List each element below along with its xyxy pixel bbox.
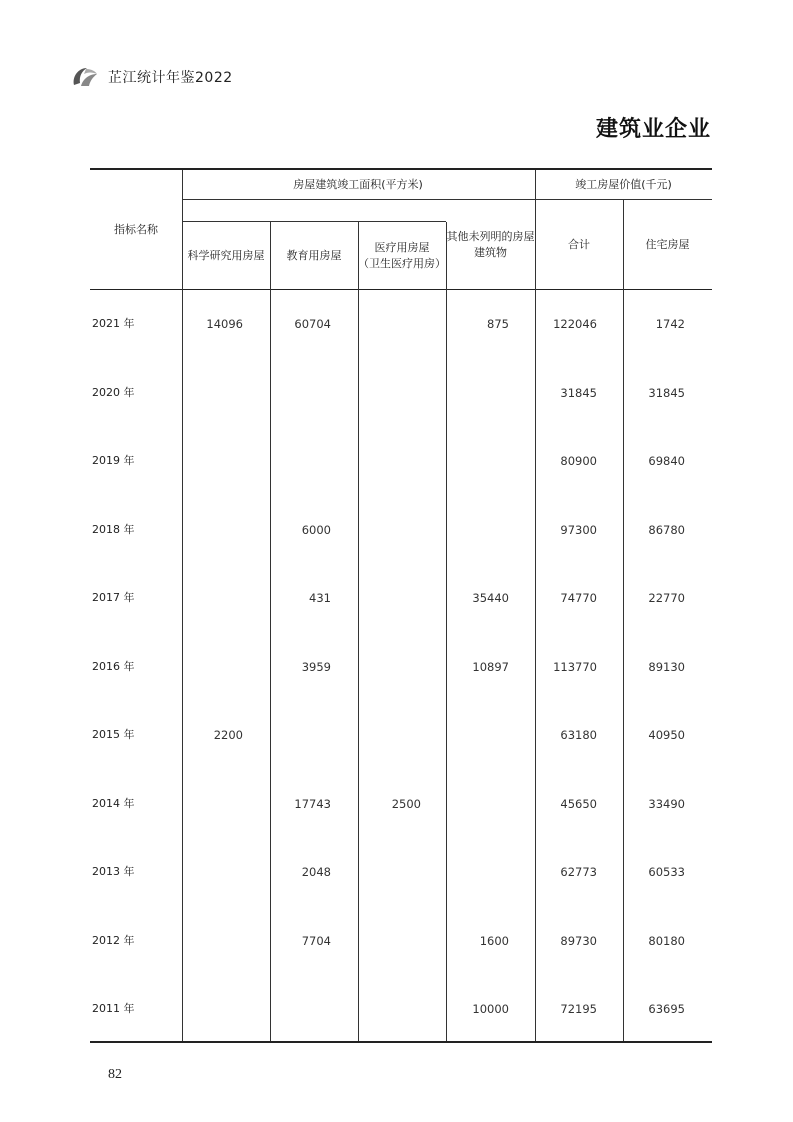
table-cell (163, 933, 243, 949)
table-cell (163, 864, 243, 880)
table-cell (341, 453, 421, 469)
table-cell (341, 933, 421, 949)
table-cell: 31845 (560, 385, 597, 400)
table-cell: 31845 (648, 385, 685, 400)
row-year-label: 2015 年 (92, 728, 135, 741)
table-cell: 122046 (553, 317, 597, 331)
row-header-label: 指标名称 (114, 222, 158, 236)
book-title: 芷江统计年鉴2022 (108, 70, 233, 86)
row-year-label: 2013 年 (92, 865, 135, 878)
table-cell: 35440 (472, 591, 509, 605)
table-cell (251, 1001, 331, 1017)
table-cell: 45650 (560, 796, 597, 811)
table-cell: 40950 (648, 728, 685, 742)
table-cell: 10000 (472, 1002, 509, 1016)
table-cell: 74770 (560, 591, 597, 605)
table-cell (163, 1001, 243, 1017)
table-cell: 14096 (206, 317, 243, 331)
table-cell (341, 864, 421, 880)
table-cell: 3959 (301, 659, 331, 674)
table-cell (163, 796, 243, 812)
table-cell: 113770 (553, 659, 597, 674)
table-cell (341, 1001, 421, 1017)
table-cell: 33490 (648, 796, 685, 811)
table-cell (251, 727, 331, 743)
table-cell (341, 659, 421, 675)
value-group-header: 竣工房屋价值(千元) (575, 178, 672, 191)
row-year-label: 2014 年 (92, 796, 135, 810)
table-cell (429, 522, 509, 538)
table-cell (429, 727, 509, 743)
table-cell: 7704 (301, 933, 331, 948)
table-cell: 97300 (560, 522, 597, 537)
table-cell (341, 316, 421, 332)
table-cell (251, 453, 331, 469)
row-year-label: 2020 年 (92, 385, 135, 399)
table-cell (341, 590, 421, 606)
yearbook-logo-icon (70, 65, 100, 89)
table-cell: 6000 (301, 522, 331, 537)
table-cell: 63695 (648, 1002, 685, 1016)
table-cell: 80900 (560, 454, 597, 468)
column-header-education: 教育用房屋 (286, 248, 342, 262)
column-header-other-line1: 其他未列明的房屋 (446, 229, 535, 243)
table-header-rule (90, 289, 712, 290)
table-cell (429, 864, 509, 880)
column-header-residential: 住宅房屋 (645, 237, 690, 251)
table-cell (163, 385, 243, 401)
table-cell: 875 (487, 317, 509, 331)
page-number: 82 (108, 1067, 122, 1082)
row-year-label: 2019 年 (92, 454, 135, 467)
area-group-header: 房屋建筑竣工面积(平方米) (293, 178, 423, 191)
table-cell: 69840 (648, 454, 685, 468)
row-year-label: 2016 年 (92, 659, 135, 673)
column-header-research: 科学研究用房屋 (187, 248, 265, 262)
table-cell: 10897 (472, 659, 509, 674)
table-cell (163, 522, 243, 538)
table-cell: 2048 (301, 865, 331, 879)
table-cell: 431 (309, 591, 331, 605)
table-cell: 89130 (648, 659, 685, 674)
row-year-label: 2017 年 (92, 591, 135, 604)
table-cell: 62773 (560, 865, 597, 879)
table-cell (163, 590, 243, 606)
table-cell (341, 522, 421, 538)
table-cell: 2500 (391, 796, 421, 811)
column-header-total: 合计 (568, 237, 590, 251)
table-cell: 22770 (648, 591, 685, 605)
table-column-divider (446, 222, 447, 1041)
column-header-medical (358, 222, 446, 289)
table-column-divider (270, 222, 271, 1041)
table-cell (429, 796, 509, 812)
table-cell: 2200 (213, 728, 243, 742)
table-cell: 60704 (294, 317, 331, 331)
row-year-label: 2011 年 (92, 1002, 135, 1015)
table-column-divider (358, 222, 359, 1041)
column-header-medical-line2: （卫生医疗用房） (358, 256, 446, 270)
table-cell: 86780 (648, 522, 685, 537)
table-top-rule (90, 168, 712, 170)
table-cell: 1600 (479, 933, 509, 948)
table-cell (429, 385, 509, 401)
row-year-label: 2021 年 (92, 317, 135, 330)
column-header-other (446, 200, 535, 289)
page-header (70, 64, 233, 90)
section-title: 建筑业企业 (595, 117, 711, 142)
table-cell: 72195 (560, 1002, 597, 1016)
row-year-label: 2018 年 (92, 522, 135, 536)
row-year-label: 2012 年 (92, 933, 135, 947)
table-cell (163, 659, 243, 675)
table-cell (163, 453, 243, 469)
table-cell: 1742 (655, 317, 685, 331)
column-header-medical-line1: 医疗用房屋 (374, 240, 430, 254)
table-cell (341, 385, 421, 401)
table-bottom-rule (90, 1041, 712, 1043)
table-cell: 17743 (294, 796, 331, 811)
table-cell: 63180 (560, 728, 597, 742)
column-header-other-line2: 建筑物 (474, 245, 507, 259)
table-cell: 80180 (648, 933, 685, 948)
table-cell: 89730 (560, 933, 597, 948)
table-cell (341, 727, 421, 743)
table-cell: 60533 (648, 865, 685, 879)
table-cell (429, 453, 509, 469)
table-cell (251, 385, 331, 401)
